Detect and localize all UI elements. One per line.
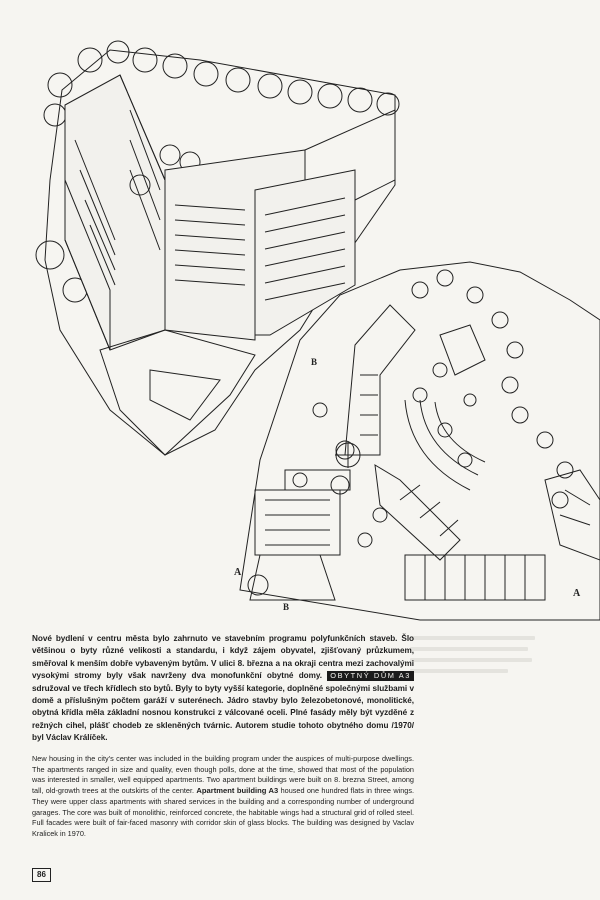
english-building-name: Apartment building A3	[196, 786, 279, 796]
section-mark-b-top: B	[311, 357, 318, 367]
english-text-end: housed one hundred flats in three wings. They were upper class apartments with shared services in the building and a corresponding number of underground garages. The core was built of monolithic, reinforced concrete, the habitable wings had a structural grid of rolled steel. Full facades were built of fair-faced masonry with corridor skin of glass blocks. The building was designed by Vaclav Kralicek in 1970.	[32, 786, 414, 838]
english-paragraph	[32, 754, 414, 840]
plan-amphitheatre	[405, 325, 485, 490]
building-label: OBYTNÝ DŮM A3	[327, 671, 414, 681]
plan-core	[248, 442, 362, 595]
english-text-start: New housing in the city's center was included in the building program under the auspices of multi-purpose dwellings. The apartments ranged in size and quality, even though polls, done at the time, showed that most of the population was interested in smaller, well equipped apartments. Two apartment buildings were built on 8. brezna Street, among tall, old-growth trees at the outskirts of the center.	[32, 754, 414, 796]
plan-wing-north	[345, 305, 415, 455]
czech-paragraph	[32, 633, 414, 745]
page-number: 86	[32, 868, 51, 882]
axonometric-view	[36, 41, 399, 455]
show-through-text	[410, 636, 540, 680]
plan-wing-southwest	[250, 470, 350, 600]
building-wing-left	[65, 75, 165, 350]
czech-text-start: Nové bydlení v centru města bylo zahrnuto ve stavebním programu polyfunkčních staveb. Šlo většinou o byty různé velikosti a standardu, i když zájem obyvatel, zjišťovaný průzkumem, směřoval k menším dobře vybaveným bytům. V ulici 8. března a na okraji centra mezi zachovalými vysokými stromy byly však navrženy dva monofunkční obytné domy.	[32, 634, 414, 681]
czech-text-end: sdružoval ve třech křídlech sto bytů. Byly to byty vyšší kategorie, doplněné společnými službami v domě a příslušným počtem garáží v suterénech. Jádro stavby bylo železobetonové, monolitické, obytná křídla měla základní nosnou konstrukci z válcované oceli. Plné fasády měly být vyzděné z režných cihel, plášť chodeb ze skleněných tvárnic. Autorem studie tohoto obytného domu /1970/ byl Václav Králíček.	[32, 683, 414, 743]
section-mark-a-right: A	[573, 588, 581, 599]
section-mark-b-bottom: B	[283, 602, 290, 612]
building-wing-right	[255, 110, 395, 335]
plan-wing-east	[375, 465, 545, 600]
site-plan-trees	[293, 270, 573, 547]
section-mark-a-left: A	[234, 567, 242, 578]
plan-garden-corner	[545, 470, 600, 560]
